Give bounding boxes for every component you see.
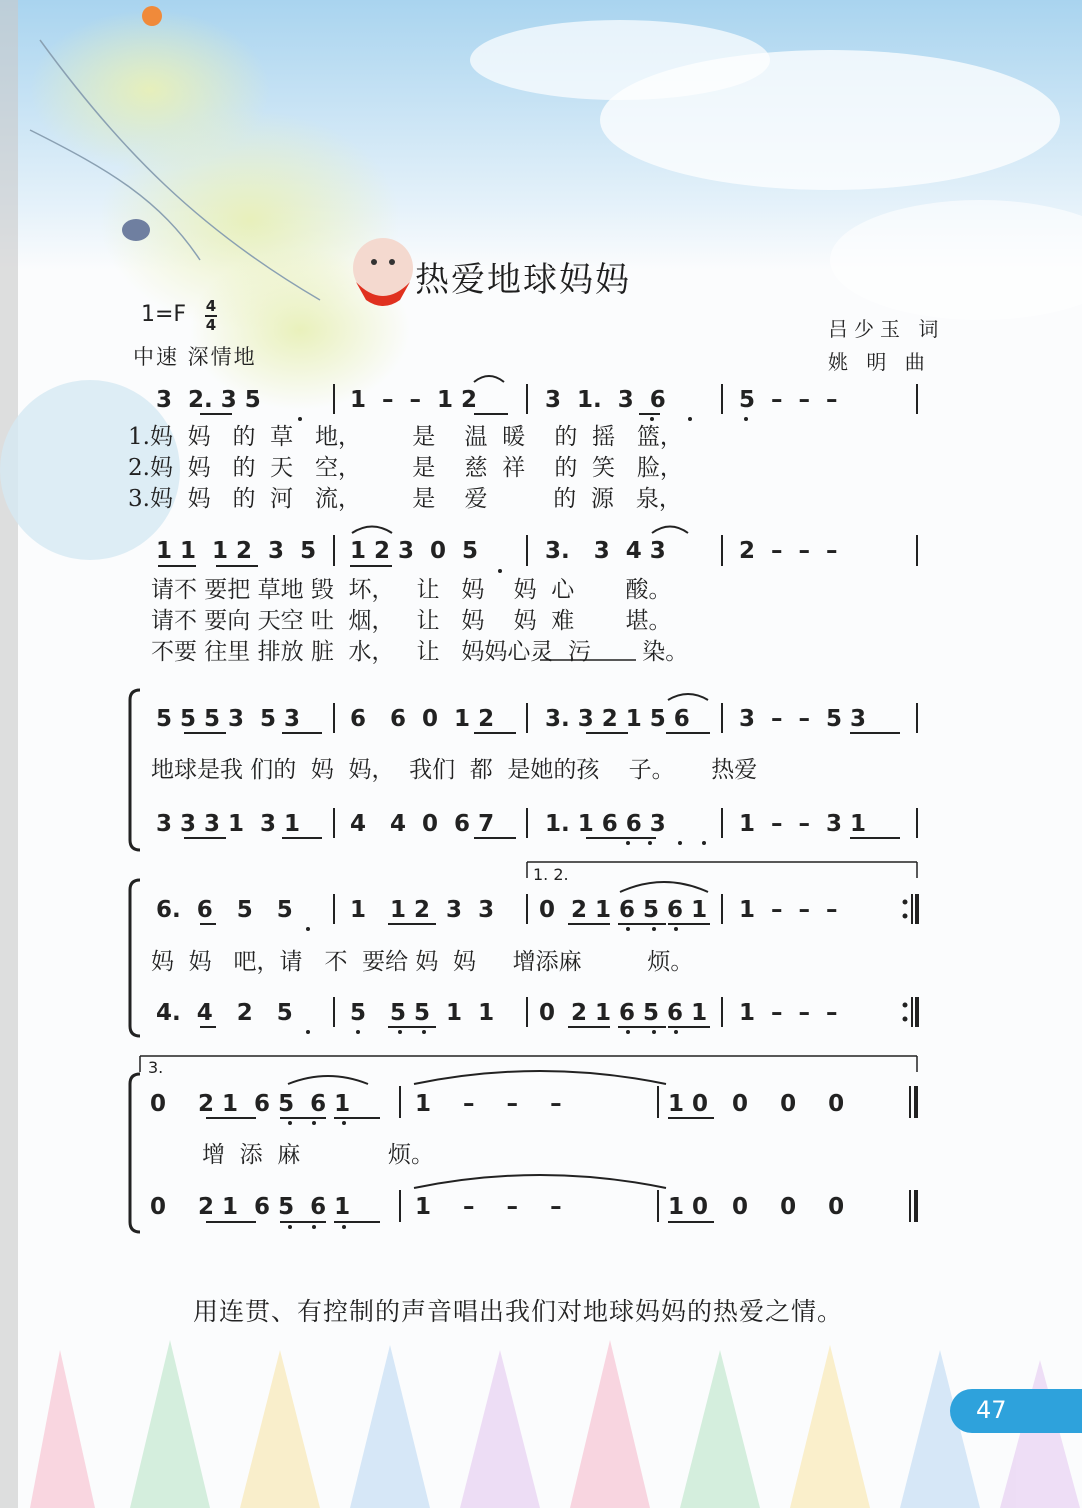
row3-upper-measure4: 3 – – 5 3 <box>739 706 867 732</box>
singing-instruction: 用连贯、有控制的声音唱出我们对地球妈妈的热爱之情。 <box>193 1297 844 1326</box>
row3-lower-measure4: 1 – – 3 1 <box>739 811 867 837</box>
row2-measure2-notes: 1 2 3 0 5 <box>350 538 479 564</box>
row4-lower-measure3: 0 2 1 6 5 6 1 <box>539 1000 708 1026</box>
volta-1-2: 1. 2. <box>533 865 569 884</box>
row4-upper-measure2: 1 1 2 3 3 <box>350 897 495 923</box>
row5-lower-measure1: 0 2 1 6 5 6 1 <box>150 1194 351 1220</box>
row1-measure4-notes: 5 – – – <box>739 387 838 413</box>
lyricist-credit: 吕少玉 词 <box>828 317 945 341</box>
row3-lyric: 地球是我 们的 妈 妈， 我们 都 是她的孩 子。 热爱 <box>151 757 758 783</box>
row4-lower-measure4: 1 – – – <box>739 1000 838 1026</box>
row2-lyric-verse1: 请不 要把 草地 毁 坏， 让 妈 妈 心 酸。 <box>151 577 672 603</box>
row3-lower-measure1: 3 3 3 1 3 1 <box>156 811 301 837</box>
row5-lower-measure3: 1 0 0 0 0 <box>668 1194 845 1220</box>
row1-lyric-verse3: 3.妈 妈 的 河 流， 是 爱 的 源 泉， <box>128 486 682 512</box>
row2-measure3-notes: 3. 3 4 3 <box>545 538 666 564</box>
key-signature: 1=F <box>141 302 187 327</box>
time-bottom: 4 <box>205 316 217 334</box>
page-number: 47 <box>976 1396 1007 1424</box>
row1-measure1-notes: 3 2. 3 5 <box>156 387 261 413</box>
row3-upper-measure2: 6 6 0 1 2 <box>350 706 495 732</box>
volta-3: 3. <box>148 1058 164 1077</box>
row1-lyric-verse1: 1.妈 妈 的 草 地， 是 温 暖 的 摇 篮， <box>128 424 683 450</box>
row2-measure1-notes: 1 1 1 2 3 5 <box>156 538 317 564</box>
row1-lyric-verse2: 2.妈 妈 的 天 空， 是 慈 祥 的 笑 脸， <box>128 455 683 481</box>
song-title: 热爱地球妈妈 <box>415 260 631 300</box>
row3-upper-measure3: 3. 3 2 1 5 6 <box>545 706 690 732</box>
row5-upper-measure2: 1 – – – <box>415 1091 562 1117</box>
row5-lower-measure2: 1 – – – <box>415 1194 562 1220</box>
row4-upper-measure4: 1 – – – <box>739 897 838 923</box>
row4-lower-measure1: 4. 4 2 5 <box>156 1000 293 1026</box>
composer-credit: 姚 明 曲 <box>828 350 931 374</box>
page-number-tab <box>950 1389 1082 1433</box>
row5-upper-measure1: 0 2 1 6 5 6 1 <box>150 1091 351 1117</box>
row4-upper-measure3: 0 2 1 6 5 6 1 <box>539 897 708 923</box>
row2-lyric-verse3: 不要 往里 排放 脏 水， 让 妈妈心灵 污 染。 <box>151 639 689 665</box>
row1-measure3-notes: 3 1. 3 6 <box>545 387 666 413</box>
row1-measure2-notes: 1 – – 1 2 <box>350 387 478 413</box>
row5-upper-measure3: 1 0 0 0 0 <box>668 1091 845 1117</box>
row3-upper-measure1: 5 5 5 3 5 3 <box>156 706 301 732</box>
row2-measure4-notes: 2 – – – <box>739 538 838 564</box>
tempo-marking: 中速 深情地 <box>133 345 257 369</box>
row4-lyric: 妈 妈 吧，请 不 要给 妈 妈 增添麻 烦。 <box>151 949 694 975</box>
time-top: 4 <box>205 297 217 315</box>
row3-lower-measure3: 1. 1 6 6 3 <box>545 811 666 837</box>
row4-lower-measure2: 5 5 5 1 1 <box>350 1000 495 1026</box>
row3-lower-measure2: 4 4 0 6 7 <box>350 811 495 837</box>
row5-lyric: 增 添 麻 烦。 <box>202 1142 434 1168</box>
row2-lyric-verse2: 请不 要向 天空 吐 烟， 让 妈 妈 难 堪。 <box>151 608 672 634</box>
row4-upper-measure1: 6. 6 5 5 <box>156 897 293 923</box>
